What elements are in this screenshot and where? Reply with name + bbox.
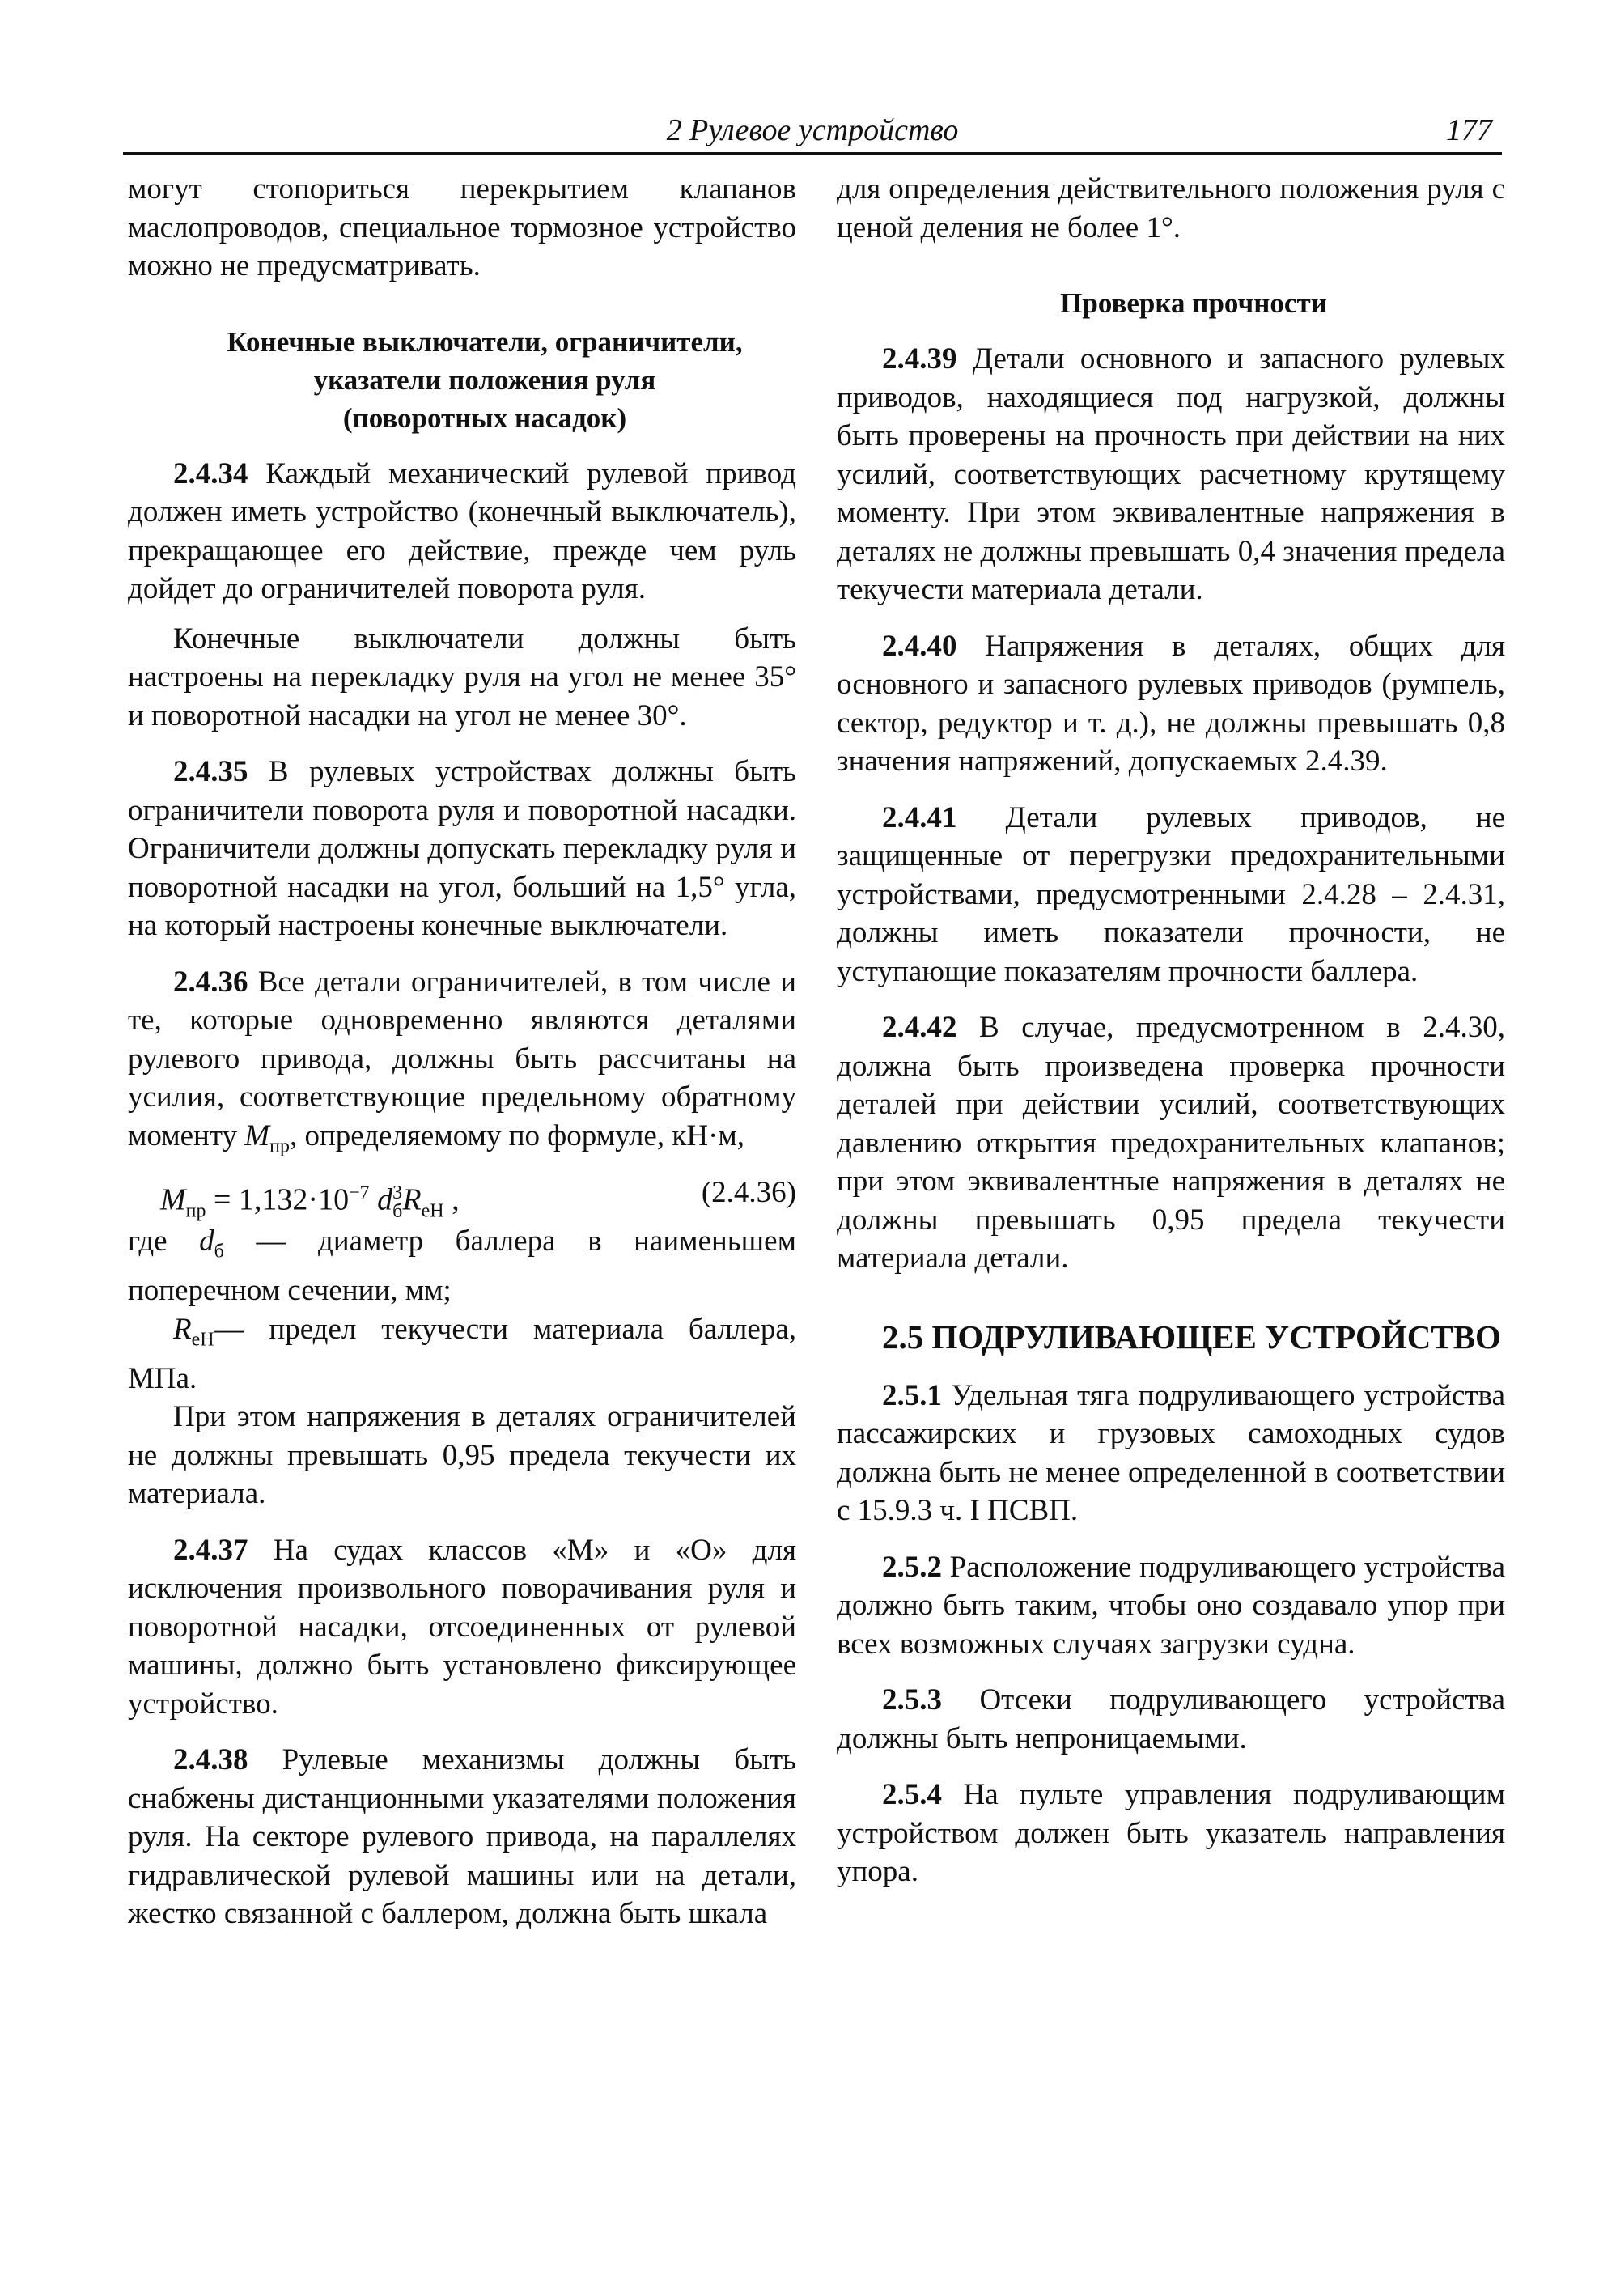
page-number: 177 (1446, 113, 1492, 147)
clause-text: Удельная тяга подруливающего устройства пассажирских и грузовых самоходных судов должна быть не менее определенной в соответствии с 15.9.3 ч. I ПСВП. (837, 1378, 1505, 1527)
page-header (123, 110, 1502, 151)
clause-2-4-34 (128, 455, 796, 609)
clause-2-5-3 (837, 1681, 1505, 1758)
formula-2-4-36 (128, 1170, 796, 1222)
clause-2-4-40 (837, 627, 1505, 781)
formula-legend-R: $R_{еН}—$ предел текучести материала баллера, МПа. (128, 1312, 796, 1395)
clause-2-5-1 (837, 1377, 1505, 1530)
clause-2-5-2 (837, 1548, 1505, 1664)
clause-number: 2.4.34 (173, 456, 248, 490)
right-column (837, 170, 1505, 1891)
clause-text: Каждый механический рулевой привод должен иметь устройство (конечный выключатель), прекращающее его действие, прежде чем руль дойдет до ограничителей поворота руля. (128, 456, 796, 605)
clause-text: Расположение подруливающего устройства должно быть таким, чтобы оно создавало упор при всех возможных случаях загрузки судна. (837, 1550, 1505, 1661)
subsection-heading-line3: (поворотных насадок) (342, 401, 627, 434)
clause-2-4-35 (128, 753, 796, 945)
paragraph-continuation: для определения действительного положения руля с ценой деления не более 1°. (837, 172, 1505, 244)
clause-number: 2.4.38 (173, 1743, 248, 1777)
formula-legend-d: где $d_б$ — диаметр баллера в наименьшем поперечном сечении, мм; (128, 1224, 796, 1308)
clause-number: 2.4.37 (173, 1533, 248, 1567)
paragraph: Конечные выключатели должны быть настроены на перекладку руля на угол не менее 35° и поворотной насадки на угол не менее 30°. (128, 622, 796, 732)
left-column (128, 170, 796, 1933)
clause-number: 2.4.35 (173, 755, 248, 788)
clause-number: 2.4.36 (173, 965, 248, 999)
clause-number: 2.4.39 (882, 342, 957, 376)
clause-text: В рулевых устройствах должны быть ограничители поворота руля и поворотной насадки. Ограничители должны допускать перекладку руля и поворотной насадки на угол, больший на 1,5° угла, на который настроены конечные выключатели. (128, 755, 796, 942)
clause-text: Отсеки подруливающего устройства должны быть непроницаемыми. (837, 1683, 1505, 1755)
clause-2-4-42 (837, 1008, 1505, 1278)
header-rule (123, 152, 1502, 155)
clause-text: Детали рулевых приводов, не защищенные от перегрузки предохранительными устройствами, предусмотренными 2.4.28 – 2.4.31, должны иметь показатели прочности, не уступающие показателям прочности баллера. (837, 800, 1505, 988)
clause-text: Все детали ограничителей, в том числе и те, которые одновременно являются деталями рулевого привода, должны быть рассчитаны на усилия, соответствующие предельному обратному моменту (128, 965, 796, 1152)
clause-number: 2.5.1 (882, 1378, 942, 1412)
symbol-M-sub: пр (269, 1135, 290, 1156)
clause-text: Напряжения в деталях, общих для основного и запасного рулевых приводов (румпель, сектор, редуктор и т. д.), не должны превышать 0,8 значения напряжений, допускаемых 2.4.39. (837, 629, 1505, 778)
running-title: 2 Рулевое устройство (666, 113, 959, 147)
clause-number: 2.5.3 (882, 1683, 942, 1717)
clause-text: На пульте управления подруливающим устройством должен быть указатель направления упора. (837, 1778, 1505, 1888)
symbol-M: M (244, 1118, 270, 1152)
clause-number: 2.5.2 (882, 1550, 942, 1584)
clause-2-4-39 (837, 340, 1505, 609)
clause-text: Рулевые механизмы должны быть снабжены дистанционными указателями положения руля. На секторе рулевого привода, на параллелях гидравлической рулевой машины или на детали, жестко связанной с баллером, должна быть шкала (128, 1743, 796, 1931)
subsection-heading: Проверка прочности (1060, 287, 1327, 319)
paragraph-continuation: могут стопориться перекрытием клапанов маслопроводов, специальное тормозное устройство можно не предусматривать. (128, 172, 796, 282)
clause-2-4-37 (128, 1531, 796, 1724)
subsection-heading-line2: указатели положения руля (313, 363, 656, 396)
subsection-heading-line1: Конечные выключатели, ограничители, (227, 325, 743, 358)
clause-text: Детали основного и запасного рулевых приводов, находящиеся под нагрузкой, должны быть проверены на прочность при действии на них усилий, соответствующих расчетному крутящему моменту. При этом эквивалентные напряжения в деталях не должны превышать 0,4 значения предела текучести материала детали. (837, 342, 1505, 606)
paragraph: При этом напряжения в деталях ограничителей не должны превышать 0,95 предела текучести их материала. (128, 1400, 796, 1511)
clause-number: 2.5.4 (882, 1778, 942, 1811)
clause-text-tail: , определяемому по формуле, кН·м, (289, 1118, 745, 1152)
clause-2-5-4 (837, 1776, 1505, 1891)
clause-number: 2.4.42 (882, 1011, 957, 1044)
clause-text: В случае, предусмотренном в 2.4.30, должна быть произведена проверка прочности деталей при действии усилий, соответствующих давлению открытия предохранительных клапанов; при этом эквивалентные напряжения в деталях не должны превышать 0,95 предела текучести материала детали. (837, 1011, 1505, 1275)
clause-number: 2.4.40 (882, 629, 957, 663)
formula-expression: $M_{пр} = 1,132\cdot 10^{-7}$ $d^3_бR_{еН}$ , (160, 1182, 460, 1222)
clause-2-4-41 (837, 799, 1505, 991)
clause-text: На судах классов «М» и «О» для исключения произвольного поворачивания руля и поворотной насадки, отсоединенных от рулевой машины, должно быть установлено фиксирующее устройство. (128, 1533, 796, 1721)
section-title: 2.5 ПОДРУЛИВАЮЩЕЕ УСТРОЙСТВО (882, 1318, 1501, 1356)
clause-2-4-38 (128, 1741, 796, 1933)
clause-number: 2.4.41 (882, 800, 957, 834)
clause-2-4-36 (128, 963, 796, 1166)
formula-number: (2.4.36) (701, 1176, 796, 1210)
